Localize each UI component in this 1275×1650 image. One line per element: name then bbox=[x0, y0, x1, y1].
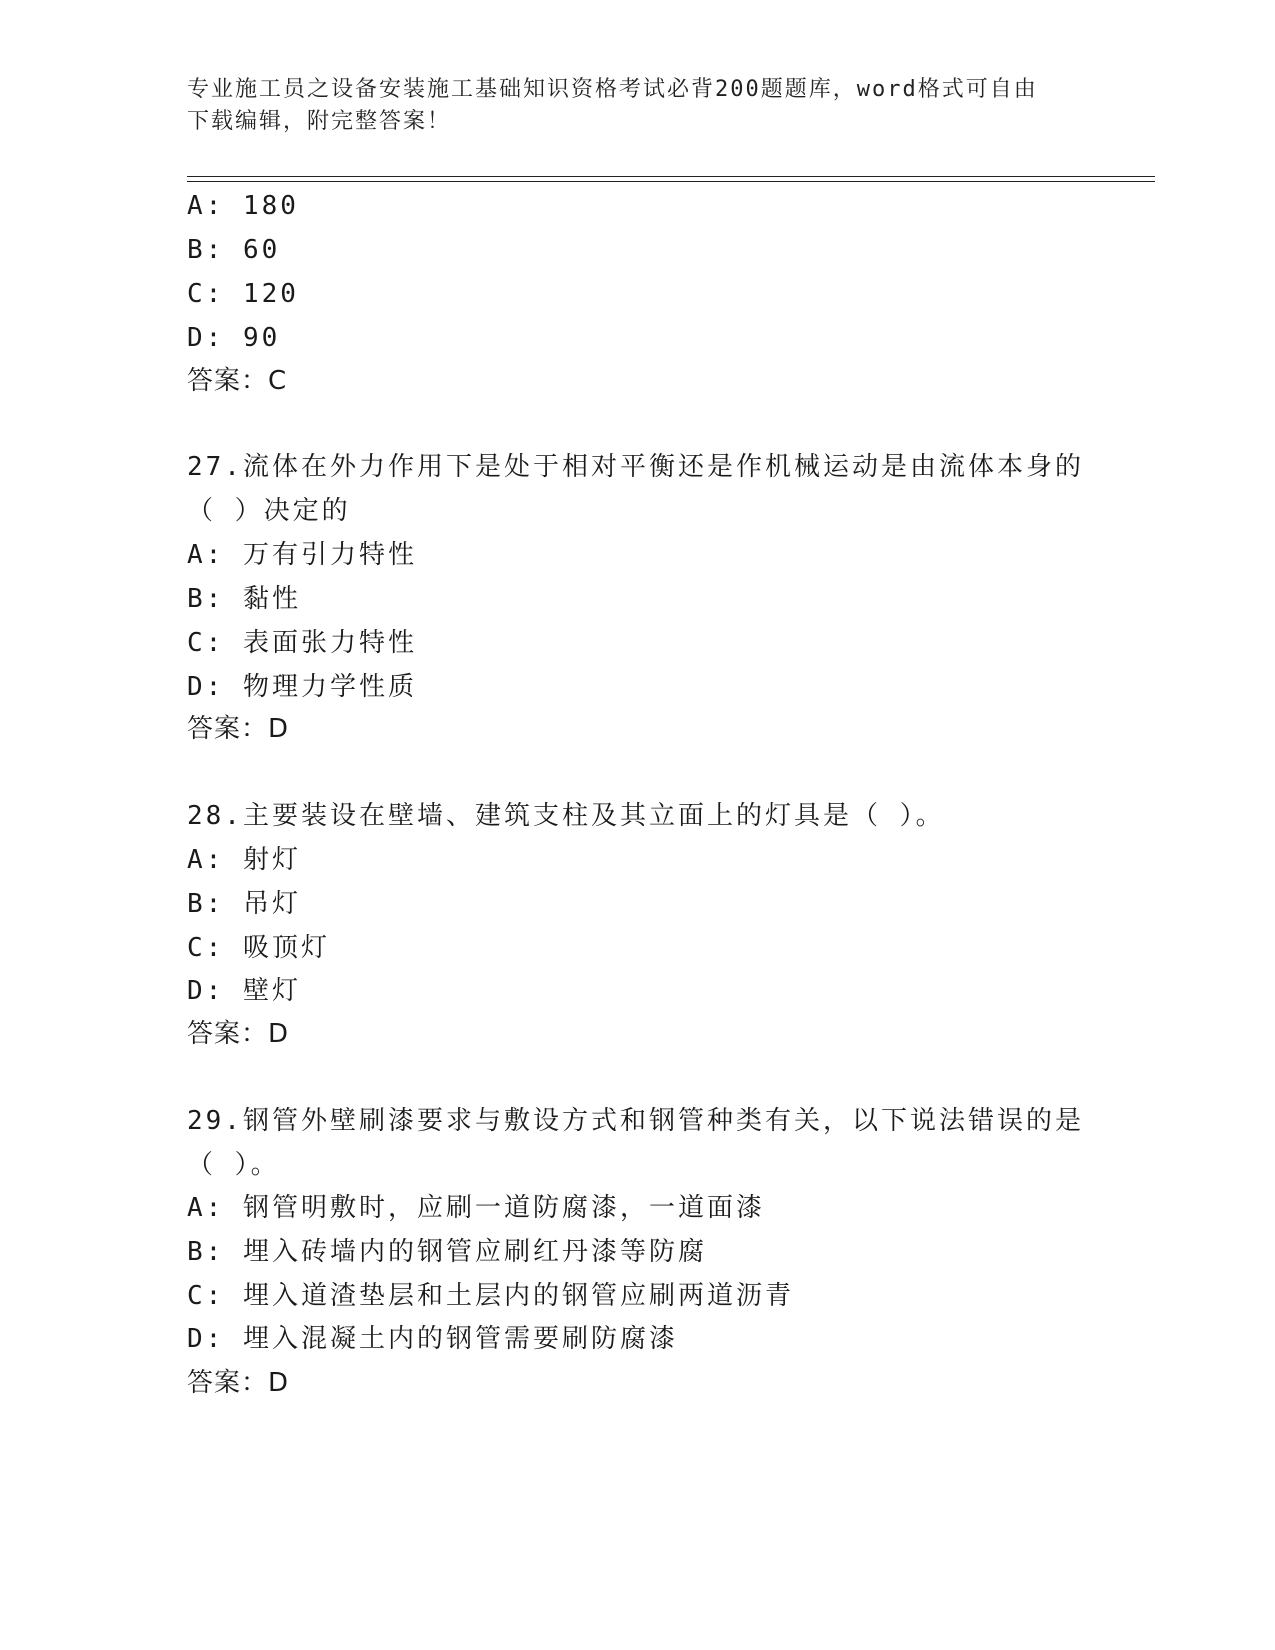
q26-option-d: D: 90 bbox=[187, 323, 281, 353]
q26-option-c: C: 120 bbox=[187, 279, 299, 309]
q26-option-b: B: 60 bbox=[187, 235, 281, 265]
q29-stem-line-1: 29.钢管外壁刷漆要求与敷设方式和钢管种类有关，以下说法错误的是 bbox=[187, 1106, 1084, 1136]
q26-option-a: A: 180 bbox=[187, 191, 299, 221]
q28-answer: 答案：D bbox=[187, 1019, 290, 1049]
q28-stem-line-1: 28.主要装设在壁墙、建筑支柱及其立面上的灯具是（ ）。 bbox=[187, 801, 945, 831]
q27-answer: 答案：D bbox=[187, 714, 290, 744]
q29-stem-line-2: （ ）。 bbox=[187, 1150, 280, 1180]
q28-option-b: B: 吊灯 bbox=[187, 889, 301, 919]
header-rule-top bbox=[187, 176, 1155, 177]
q28-option-c: C: 吸顶灯 bbox=[187, 933, 330, 963]
header-line-2: 下载编辑，附完整答案！ bbox=[187, 109, 452, 134]
q27-option-b: B: 黏性 bbox=[187, 584, 301, 614]
q28-option-d: D: 壁灯 bbox=[187, 976, 301, 1006]
q28-option-a: A: 射灯 bbox=[187, 845, 301, 875]
q27-option-a: A: 万有引力特性 bbox=[187, 540, 417, 570]
q26-answer: 答案：C bbox=[187, 366, 288, 396]
q29-answer: 答案：D bbox=[187, 1368, 290, 1398]
q27-stem-line-1: 27.流体在外力作用下是处于相对平衡还是作机械运动是由流体本身的 bbox=[187, 452, 1084, 482]
q27-option-c: C: 表面张力特性 bbox=[187, 628, 417, 658]
q29-option-b: B: 埋入砖墙内的钢管应刷红丹漆等防腐 bbox=[187, 1237, 707, 1267]
q27-stem-line-2: （ ）决定的 bbox=[187, 496, 351, 526]
header-line-1: 专业施工员之设备安装施工基础知识资格考试必背200题题库，word格式可自由 bbox=[187, 77, 1038, 102]
q27-option-d: D: 物理力学性质 bbox=[187, 672, 417, 702]
q29-option-c: C: 埋入道渣垫层和土层内的钢管应刷两道沥青 bbox=[187, 1281, 794, 1311]
q29-option-d: D: 埋入混凝土内的钢管需要刷防腐漆 bbox=[187, 1324, 678, 1354]
q29-option-a: A: 钢管明敷时，应刷一道防腐漆，一道面漆 bbox=[187, 1193, 765, 1223]
document-header bbox=[187, 74, 1087, 138]
header-rule-bottom bbox=[187, 181, 1155, 182]
